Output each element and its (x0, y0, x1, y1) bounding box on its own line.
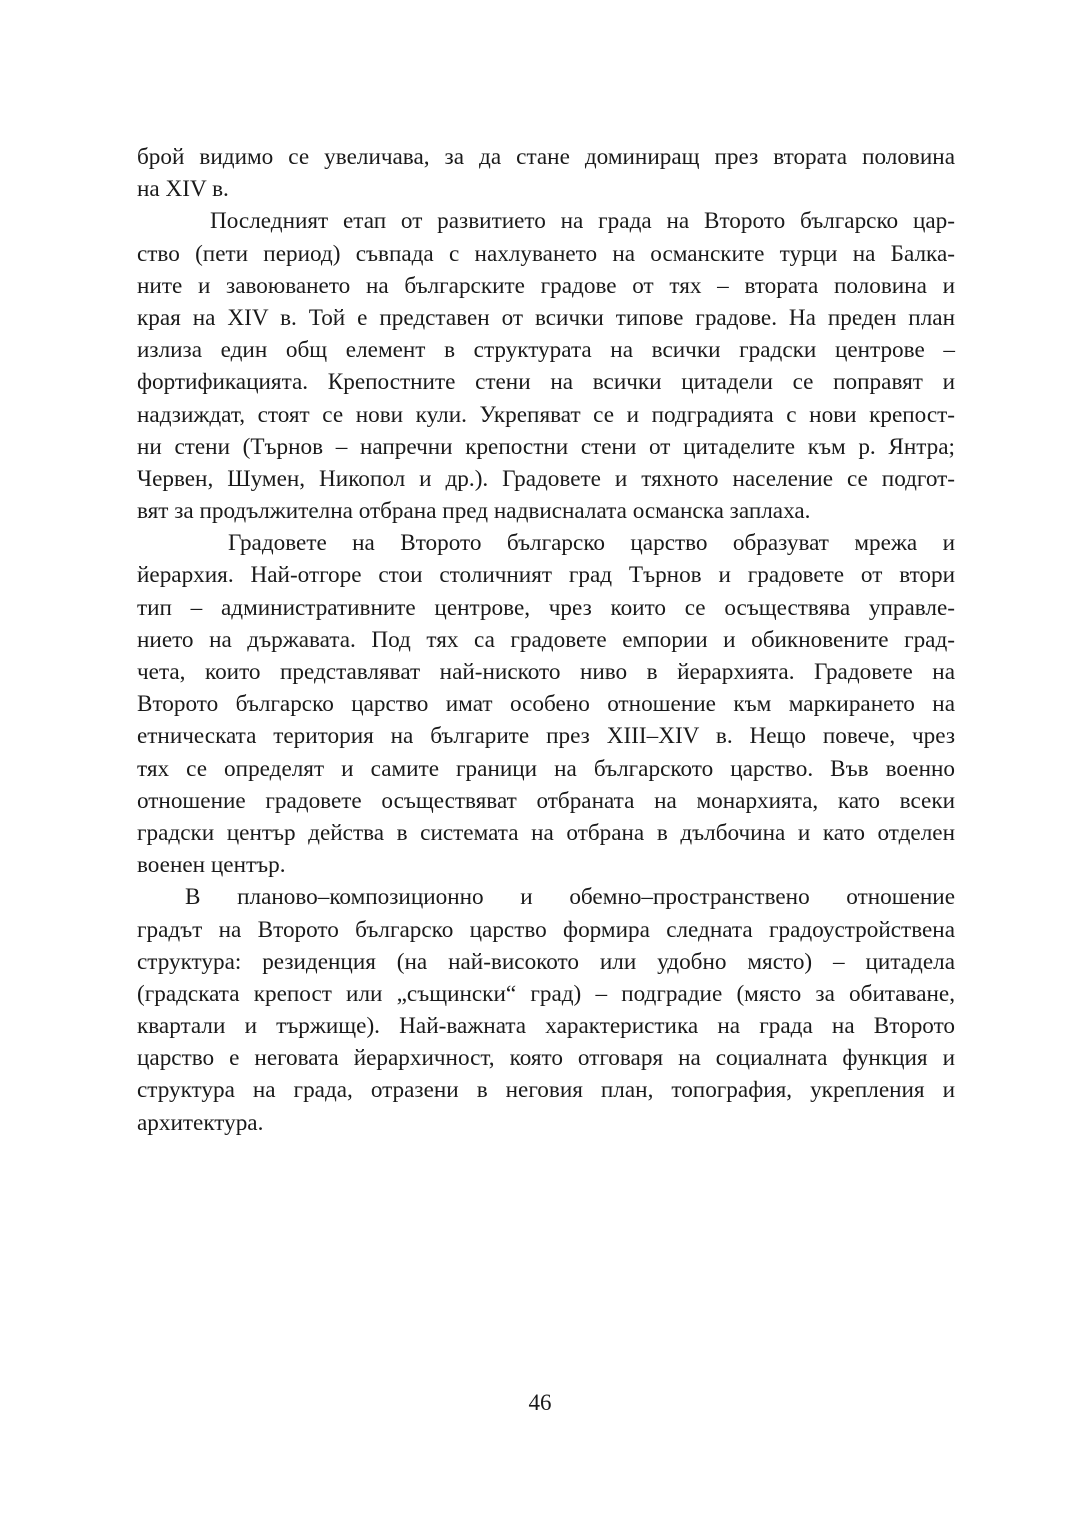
paragraph-3 (137, 527, 955, 881)
text-line: ните и завоюването на българските градове от тях – втората половина и (137, 272, 955, 299)
text-line: структура на града, отразени в неговия план, топография, укрепления и (137, 1077, 955, 1104)
paragraph-2 (137, 205, 955, 527)
text-line: В планово–композиционно и обемно–пространствено отношение (185, 884, 955, 911)
text-line: брой видимо се увеличава, за да стане доминиращ през втората половина (137, 144, 955, 170)
text-line: отношение градовете осъществяват отбраната на монархията, като всеки (137, 787, 955, 814)
text-line: надзиждат, стоят се нови кули. Укрепяват се и подградията с нови крепост- (137, 401, 955, 428)
text-line: вят за продължителна отбрана пред надвисналата османска заплаха. (137, 498, 811, 525)
text-line: Червен, Шумен, Никопол и др.). Градовете и тяхното население се подгот- (137, 465, 955, 492)
text-line: тях се определят и самите граници на българското царство. Във военно (137, 755, 955, 782)
text-line: царство е неговата йерархичност, която отговаря на социалната функция и (137, 1045, 955, 1072)
text-line: на XIV в. (137, 176, 229, 203)
text-line: Второто българско царство имат особено отношение към маркирането на (137, 691, 955, 718)
text-line: излиза един общ елемент в структурата на всички градски центрове – (137, 337, 955, 364)
text-line: ство (пети период) съвпада с нахлуването на османските турци на Балка- (137, 240, 955, 267)
text-line: йерархия. Най-отгоре стои столичният град Търнов и градовете от втори (137, 562, 955, 589)
text-line: архитектура. (137, 1109, 264, 1136)
text-line: фортификацията. Крепостните стени на всички цитадели се поправят и (137, 369, 955, 396)
text-line: нието на държавата. Под тях са градовете емпории и обикновените град- (137, 626, 955, 653)
text-line: структура: резиденция (на най-високото или удобно място) – цитадела (137, 948, 955, 975)
paragraph-1 (137, 141, 955, 205)
text-line: края на XIV в. Той е представен от всички типове градове. На преден план (137, 304, 955, 331)
page-number: 46 (528, 1390, 552, 1415)
page-body (137, 141, 955, 1139)
text-line: етническата територия на българите през XIII–XIV в. Нещо повече, чрез (137, 723, 955, 750)
text-line: Градовете на Второто българско царство образуват мрежа и (228, 530, 955, 557)
paragraph-4 (137, 881, 955, 1139)
text-line: Последният етап от развитието на града на Второто българско цар- (210, 208, 955, 235)
text-line: военен център. (137, 852, 286, 879)
text-line: тип – административните центрове, чрез които се осъществява управле- (137, 594, 955, 621)
text-line: чета, които представляват най-ниското ниво в йерархията. Градовете на (137, 659, 955, 685)
text-line: квартали и тържище). Най-важната характеристика на града на Второто (137, 1013, 955, 1040)
text-line: ни стени (Търнов – напречни крепостни стени от цитаделите към р. Янтра; (137, 433, 955, 460)
text-line: градът на Второто българско царство формира следната градоустройствена (137, 916, 955, 943)
text-line: градски център действа в системата на отбрана в дълбочина и като отделен (137, 819, 955, 846)
text-line: (градската крепост или „същински“ град) – подградие (място за обитаване, (137, 980, 955, 1007)
